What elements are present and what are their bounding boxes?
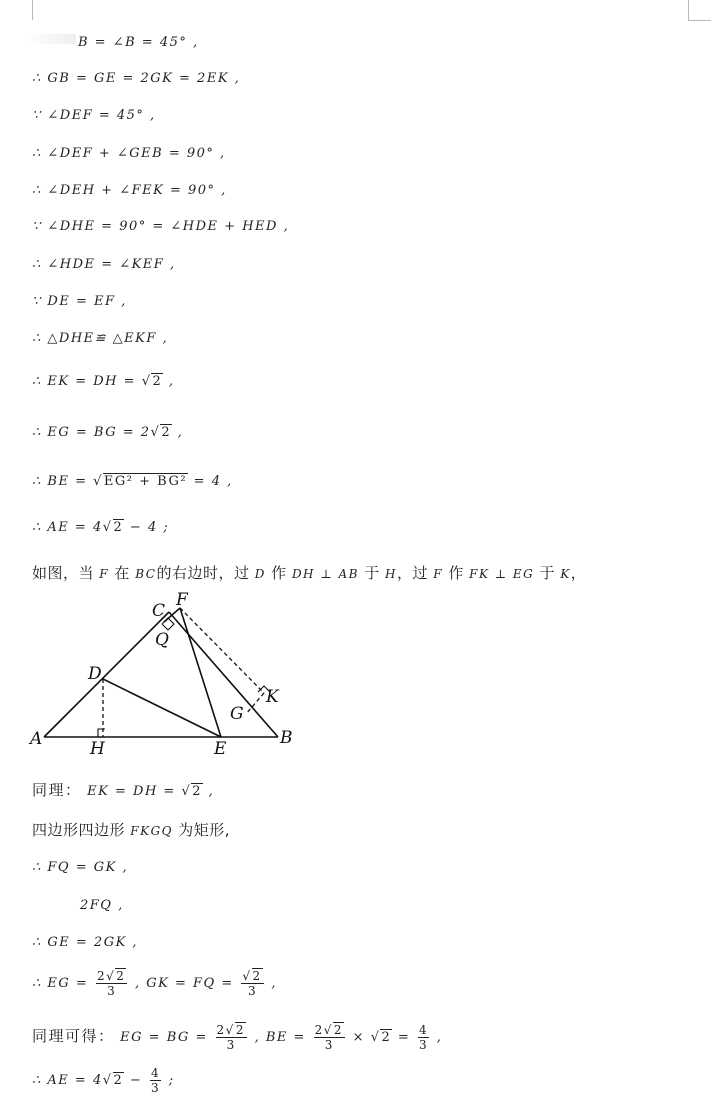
l22-f-den: 3 xyxy=(150,1081,161,1095)
l20-mid: , GK = FQ = xyxy=(135,976,240,991)
l22-minus: − xyxy=(124,1073,148,1088)
right-angle-mark-h xyxy=(98,729,105,737)
line-19: ∴ GE = 2GK , xyxy=(32,935,139,950)
l14-t9: ， xyxy=(570,564,587,582)
l20-fraction-2: $\frac{√2}{3}$ xyxy=(242,969,262,998)
l15-radicand: 2 xyxy=(192,784,203,799)
l21-f2-den: 3 xyxy=(324,1038,334,1052)
clipped-text-fade xyxy=(28,34,76,44)
l20-f1-coef: 2 xyxy=(96,969,107,983)
l11-post: , xyxy=(172,425,184,440)
line-22 xyxy=(32,1062,175,1100)
l12-post: = 4 , xyxy=(188,474,233,489)
line-7: ∴ ∠HDE = ∠KEF , xyxy=(32,257,176,272)
l15-pre: EK = DH = xyxy=(87,784,182,799)
l14-t6: ，过 xyxy=(396,564,428,582)
l21-f3-num: 4 xyxy=(418,1023,429,1037)
line-13 xyxy=(32,519,169,537)
line-20 xyxy=(32,963,277,1005)
l20-f2-den: 3 xyxy=(247,984,258,998)
l12-radicand: EG² + BG² xyxy=(103,474,188,489)
l21-pre: EG = BG = xyxy=(120,1030,214,1045)
line-14 xyxy=(32,564,586,583)
l20-f1-den: 3 xyxy=(107,984,117,998)
l22-radicand: 2 xyxy=(113,1073,124,1088)
l14-t1: 如图，当 xyxy=(32,564,95,582)
l12-radical: √EG² + BG² xyxy=(93,474,188,489)
l20-f1-radicand: 2 xyxy=(116,969,126,983)
l16-t1: 四边形四边形 xyxy=(32,821,126,839)
l21-radicand: 2 xyxy=(381,1030,392,1045)
geometry-figure xyxy=(28,592,328,760)
l14-m2: BC xyxy=(135,567,157,581)
l10-pre: ∴ EK = DH = xyxy=(32,374,142,389)
line-5: ∴ ∠DEH + ∠FEK = 90° , xyxy=(32,183,227,198)
label-a: A xyxy=(30,729,43,749)
l12-pre: ∴ BE = xyxy=(32,474,94,489)
l15-post: , xyxy=(203,784,215,799)
l21-fraction-2: $\frac{2√2}{3}$ xyxy=(314,1023,344,1052)
l14-m3: D xyxy=(254,567,266,581)
l14-m5: H xyxy=(385,567,397,581)
line-8: ∵ DE = EF , xyxy=(32,294,127,309)
l20-post: , xyxy=(271,976,277,991)
line-9: ∴ △DHE≌ △EKF , xyxy=(32,331,169,346)
l21-times: × xyxy=(352,1030,371,1045)
label-f: F xyxy=(176,592,188,610)
l21-mid: , BE = xyxy=(254,1030,312,1045)
l14-t8: 于 xyxy=(539,564,556,582)
l21-f1-radicand: 2 xyxy=(235,1023,245,1037)
label-g: G xyxy=(230,704,244,724)
l21-fraction-1: $\frac{2√2}{3}$ xyxy=(216,1023,245,1052)
line-4: ∴ ∠DEF + ∠GEB = 90° , xyxy=(32,146,226,161)
line-21 xyxy=(32,1015,442,1057)
l11-pre: ∴ EG = BG = 2 xyxy=(32,425,151,440)
label-e: E xyxy=(214,739,227,759)
l21-fraction-3 xyxy=(418,1023,429,1052)
label-h: H xyxy=(90,739,105,759)
l10-radical: √2 xyxy=(141,374,163,389)
l22-f-num: 4 xyxy=(150,1066,161,1080)
l13-post: − 4 ; xyxy=(124,520,170,535)
l14-m8: K xyxy=(560,567,571,581)
l10-post: , xyxy=(163,374,175,389)
label-b: B xyxy=(280,728,293,748)
l14-t3: 的右边时，过 xyxy=(156,564,250,582)
l14-t4: 作 xyxy=(271,564,287,582)
l20-pre: ∴ EG = xyxy=(32,976,94,991)
l21-f1-den: 3 xyxy=(226,1038,236,1052)
line-15 xyxy=(32,781,214,801)
l21-f3-den: 3 xyxy=(418,1038,429,1052)
page-corner-mark-left xyxy=(24,0,33,20)
page-corner-mark-right xyxy=(688,0,711,21)
l21-f1-coef: 2 xyxy=(216,1023,226,1037)
l20-fraction-1: $\frac{2√2}{3}$ xyxy=(96,969,126,998)
dashed-fk xyxy=(180,608,264,693)
l14-t5: 于 xyxy=(364,564,380,582)
l22-post: ; xyxy=(168,1073,175,1088)
segment-ac xyxy=(44,612,169,737)
l15-label: 同理： xyxy=(32,781,82,799)
l16-t2: 为矩形, xyxy=(178,821,231,839)
line-10 xyxy=(32,373,175,391)
segment-de xyxy=(103,679,221,737)
l14-t7: 作 xyxy=(448,564,464,582)
line-11 xyxy=(32,424,183,442)
line-1: B = ∠B = 45° , xyxy=(78,35,199,50)
label-k: K xyxy=(266,687,279,707)
label-c: C xyxy=(152,601,166,621)
l21-f2-coef: 2 xyxy=(314,1023,324,1037)
line-18: 2FQ , xyxy=(80,898,124,913)
segment-cb xyxy=(169,612,278,737)
label-d: D xyxy=(88,664,102,684)
line-12 xyxy=(32,473,233,491)
l15-radical: √2 xyxy=(181,784,203,799)
l16-m1: FKGQ xyxy=(130,824,174,838)
line-16 xyxy=(32,821,230,840)
l13-radicand: 2 xyxy=(113,520,124,535)
l20-f2-radicand: 2 xyxy=(252,969,262,983)
l11-radical: √2 xyxy=(150,425,172,440)
line-3: ∵ ∠DEF = 45° , xyxy=(32,108,156,123)
l22-fraction xyxy=(150,1066,161,1095)
line-17: ∴ FQ = GK , xyxy=(32,860,129,875)
l13-radical: √2 xyxy=(102,520,124,535)
l10-radicand: 2 xyxy=(152,374,163,389)
l14-m6: F xyxy=(433,567,444,581)
l14-m7: FK ⊥ EG xyxy=(469,567,535,581)
l11-radicand: 2 xyxy=(161,425,172,440)
l21-label: 同理可得： xyxy=(32,1027,115,1045)
l22-radical: √2 xyxy=(102,1073,124,1088)
l14-m4: DH ⊥ AB xyxy=(291,567,359,581)
segment-ef xyxy=(180,608,221,737)
l13-pre: ∴ AE = 4 xyxy=(32,520,103,535)
line-2: ∴ GB = GE = 2GK = 2EK , xyxy=(32,71,241,86)
l21-post: , xyxy=(436,1030,443,1045)
l21-f2-radicand: 2 xyxy=(333,1023,344,1037)
l21-radical: √2 xyxy=(370,1030,392,1045)
line-6: ∵ ∠DHE = 90° = ∠HDE + HED , xyxy=(32,219,290,234)
l22-pre: ∴ AE = 4 xyxy=(32,1073,103,1088)
l14-t2: 在 xyxy=(114,564,130,582)
l14-m1: F xyxy=(99,567,110,581)
l21-eq: = xyxy=(392,1030,416,1045)
label-q: Q xyxy=(155,630,169,650)
